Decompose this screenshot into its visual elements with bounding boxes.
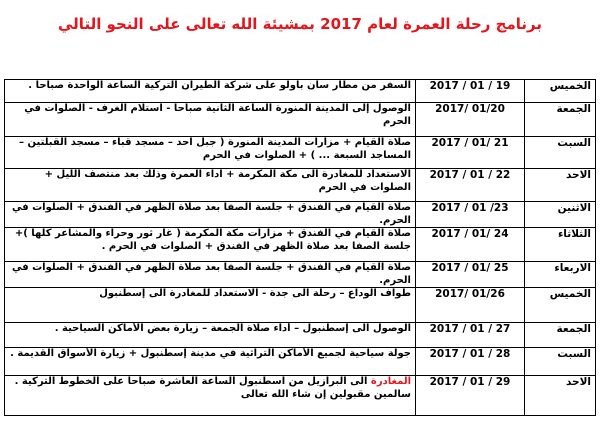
- activity-cell: [5, 376, 416, 416]
- table-row: [5, 228, 596, 262]
- table-row: [5, 262, 596, 288]
- activity-cell: صلاة القيام في الفندق + مزارات مكة المكرمة ( غار ثور وحراء والمشاعر كلها )+ جلسة الصفا بعد صلاة الظهر في الفندق + الصلوات في الحرم .: [5, 228, 416, 262]
- day-cell: الاثنين: [525, 202, 596, 228]
- date-cell: 2017 / 01 /23: [416, 202, 525, 228]
- activity-cell: الاستعداد للمغادرة الى مكة المكرمة + اداء العمرة وذلك بعد منتصف الليل + الصلوات في الحرم: [5, 169, 416, 202]
- day-cell: الاحد: [525, 376, 596, 416]
- date-cell: 2017 / 01 / 28: [416, 348, 525, 376]
- table-row: [5, 288, 596, 323]
- table-row: [5, 103, 596, 137]
- activity-cell: جولة سياحية لجميع الأماكن التراثية في مدينة إسطنبول + زيارة الأسواق القديمة .: [5, 348, 416, 376]
- day-cell: الثلاثاء: [525, 228, 596, 262]
- table-row: [5, 137, 596, 169]
- table-row: [5, 169, 596, 202]
- activity-cell: صلاة القيام في الفندق + جلسة الصفا بعد صلاة الظهر في الفندق + الصلوات في الحرم.: [5, 202, 416, 228]
- date-cell: 2017 / 01 / 22: [416, 169, 525, 202]
- date-cell: 2017/ 01/26: [416, 288, 525, 323]
- activity-cell: صلاة القيام + مزارات المدينة المنورة ( جبل احد – مسجد قباء – مسجد القبلتين – المساجد السبعة ... ) + الصلوات في الحرم: [5, 137, 416, 169]
- day-cell: الجمعة: [525, 103, 596, 137]
- activity-text: الى البرازيل من اسطنبول الساعة العاشرة صباحاً على الخطوط التركية . سالمين مقبولين إن شاء الله تعالى: [14, 376, 411, 400]
- day-cell: الخميس: [525, 288, 596, 323]
- date-cell: 2017 / 01/ 21: [416, 137, 525, 169]
- date-cell: 2017 / 01/ 24: [416, 228, 525, 262]
- day-cell: الخميس: [525, 80, 596, 103]
- day-cell: السبت: [525, 348, 596, 376]
- date-cell: 2017 / 01 / 19: [416, 80, 525, 103]
- table-row: [5, 323, 596, 348]
- table-row: [5, 348, 596, 376]
- day-cell: السبت: [525, 137, 596, 169]
- page-title: برنامج رحلة العمرة لعام 2017 بمشيئة الله تعالى على النحو التالي: [58, 15, 542, 33]
- activity-cell: صلاة القيام في الفندق + جلسة الصفا بعد صلاة الظهر في الفندق + الصلوات في الحرم.: [5, 262, 416, 288]
- date-cell: 2017 / 01 / 29: [416, 376, 525, 416]
- activity-cell: الوصول الى إسطنبول – أداء صلاة الجمعة – زيارة بعض الأماكن السياحية .: [5, 323, 416, 348]
- activity-cell: الوصول إلى المدينة المنورة الساعة الثانية صباحاً - استلام الغرف - الصلوات في الحرم: [5, 103, 416, 137]
- date-cell: 2017/ 01/20: [416, 103, 525, 137]
- date-cell: 2017 / 01 / 27: [416, 323, 525, 348]
- day-cell: الجمعة: [525, 323, 596, 348]
- table-row: [5, 376, 596, 416]
- day-cell: الاربعاء: [525, 262, 596, 288]
- table-row: [5, 202, 596, 228]
- date-cell: 2017 / 01/ 25: [416, 262, 525, 288]
- activity-cell: السفر من مطار سان باولو على شركة الطيران التركية الساعة الواحدة صباحا .: [5, 80, 416, 103]
- table-row: [5, 80, 596, 103]
- activity-cell: طواف الوداع – رحلة الى جدة - الاستعداد للمغادرة الى إسطنبول: [5, 288, 416, 323]
- departure-highlight: المغادرة: [370, 376, 411, 387]
- day-cell: الاحد: [525, 169, 596, 202]
- schedule-table: [4, 79, 596, 416]
